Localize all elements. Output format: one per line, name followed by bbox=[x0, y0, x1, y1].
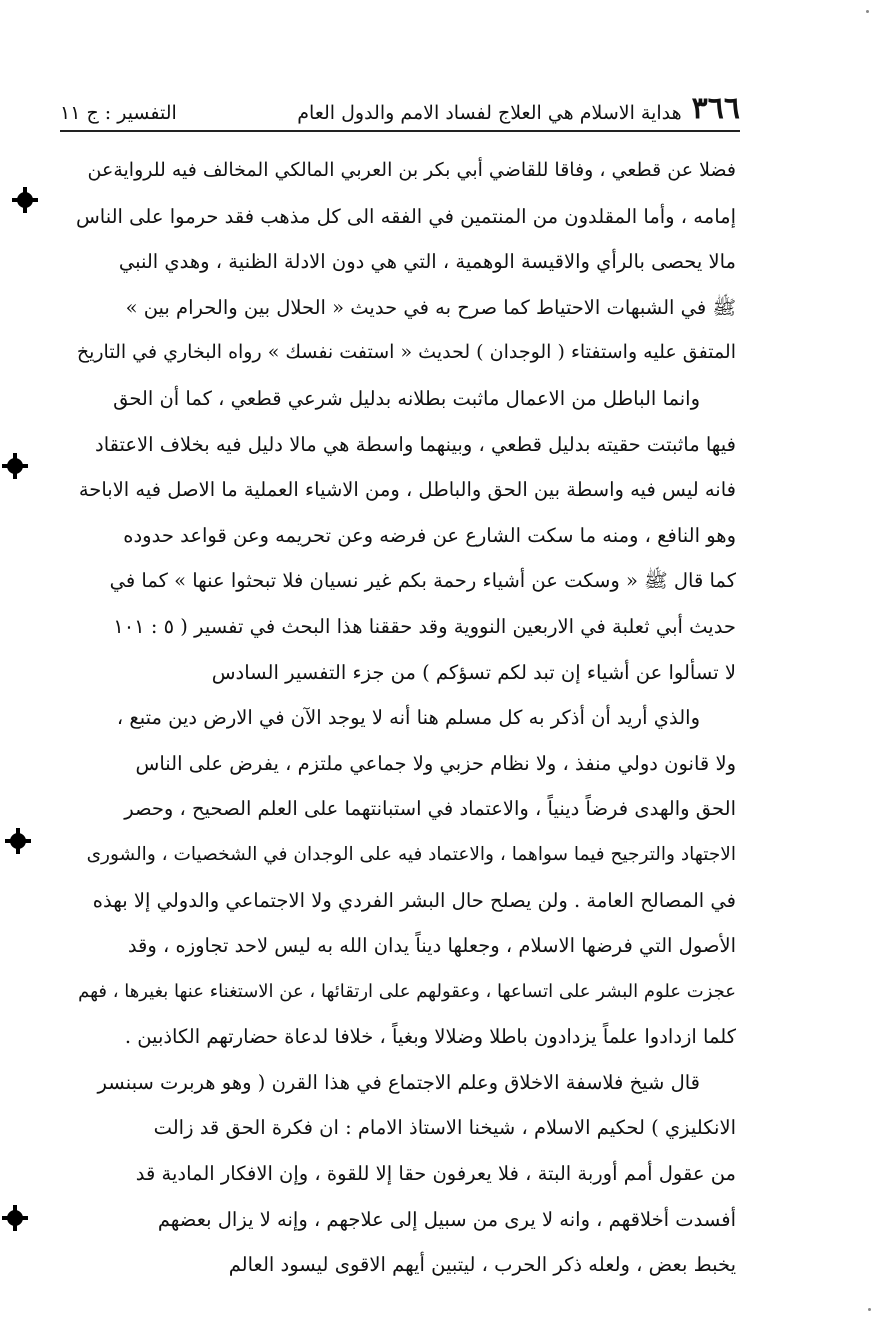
text-line: حديث أبي ثعلبة في الاربعين النووية وقد حققنا هذا البحث في تفسير ( ٥ : ١٠١ bbox=[113, 614, 736, 638]
text-line: فضلا عن قطعي ، وفاقا للقاضي أبي بكر بن العربي المالكي المخالف فيه للروايةعن bbox=[87, 159, 736, 181]
text-line: ولا قانون دولي منفذ ، ولا نظام حزبي ولا جماعي ملتزم ، يفرض على الناس bbox=[135, 751, 736, 775]
binding-hole-icon bbox=[10, 833, 26, 849]
text-line: الانكليزي ) لحكيم الاسلام ، شيخنا الاستاذ الامام : ان فكرة الحق قد زالت bbox=[153, 1116, 736, 1140]
text-line: أفسدت أخلاقهم ، وانه لا يرى من سبيل إلى علاجهم ، وإنه لا يزال بعضهم bbox=[157, 1207, 736, 1231]
page-number: ٣٦٦ bbox=[691, 91, 740, 126]
text-line: فانه ليس فيه واسطة بين الحق والباطل ، ومن الاشياء العملية ما الاصل فيه الاباحة bbox=[78, 478, 736, 502]
text-line: مالا يحصى بالرأي والاقيسة الوهمية ، التي هي دون الادلة الظنية ، وهدي النبي bbox=[118, 250, 736, 274]
page-header bbox=[60, 92, 740, 132]
text-line: وهو النافع ، ومنه ما سكت الشارع عن فرضه وعن تحريمه وعن قواعد حدوده bbox=[123, 523, 736, 547]
body-text bbox=[72, 148, 736, 1288]
running-title: هداية الاسلام هي العلاج لفساد الامم والدول العام bbox=[297, 102, 682, 124]
text-line: وانما الباطل من الاعمال ماثبت بطلانه بدليل شرعي قطعي ، كما أن الحق bbox=[113, 386, 700, 410]
binding-hole-icon bbox=[7, 458, 23, 474]
text-line: عجزت علوم البشر على اتساعها ، وعقولهم على ارتقائها ، عن الاستغناء عنها بغيرها ، فهم bbox=[78, 980, 736, 1002]
part-label: التفسير : ج ١١ bbox=[60, 102, 177, 124]
text-line: في المصالح العامة . ولن يصلح حال البشر الفردي ولا الاجتماعي والدولي إلا بهذه bbox=[92, 888, 736, 912]
text-line: يخبط بعض ، ولعله ذكر الحرب ، ليتبين أيهم الاقوى ليسود العالم bbox=[228, 1253, 736, 1277]
text-line: المتفق عليه واستفتاء ( الوجدان ) لحديث « استفت نفسك » رواه البخاري في التاريخ bbox=[76, 341, 736, 364]
text-line: ﷺ في الشبهات الاحتياط كما صرح به في حديث « الحلال بين والحرام بين » bbox=[125, 295, 736, 319]
scan-speck bbox=[866, 10, 869, 13]
binding-hole-icon bbox=[17, 192, 33, 208]
text-line: الاجتهاد والترجيح فيما سواهما ، والاعتماد فيه على الوجدان في الشخصيات ، والشورى bbox=[86, 843, 736, 865]
text-line: والذي أريد أن أذكر به كل مسلم هنا أنه لا يوجد الآن في الارض دين متبع ، bbox=[116, 706, 700, 730]
text-line: الحق والهدى فرضاً دينياً ، والاعتماد في استبانتهما على العلم الصحيح ، وحصر bbox=[124, 797, 736, 821]
text-line: لا تسألوا عن أشياء إن تبد لكم تسؤكم ) من جزء التفسير السادس bbox=[211, 660, 736, 684]
text-line: الأصول التي فرضها الاسلام ، وجعلها ديناً يدان الله به ليس لاحد تجاوزه ، وقد bbox=[127, 934, 736, 958]
text-line: قال شيخ فلاسفة الاخلاق وعلم الاجتماع في هذا القرن ( وهو هربرت سبنسر bbox=[97, 1070, 700, 1094]
text-line: فيها ماثبتت حقيته بدليل قطعي ، وبينهما واسطة هي مالا دليل فيه بخلاف الاعتقاد bbox=[95, 432, 736, 456]
text-line: كلما ازدادوا علماً يزدادون باطلا وضلالا وبغياً ، خلافا لدعاة حضارتهم الكاذبين . bbox=[124, 1025, 736, 1049]
text-line: كما قال ﷺ « وسكت عن أشياء رحمة بكم غير نسيان فلا تبحثوا عنها » كما في bbox=[109, 569, 736, 593]
text-line: إمامه ، وأما المقلدون من المنتمين في الفقه الى كل مذهب فقد حرموا على الناس bbox=[75, 204, 736, 228]
binding-hole-icon bbox=[7, 1210, 23, 1226]
text-line: من عقول أمم أوربة البتة ، فلا يعرفون حقا إلا للقوة ، وإن الافكار المادية قد bbox=[135, 1162, 736, 1186]
scan-speck bbox=[868, 1308, 871, 1311]
